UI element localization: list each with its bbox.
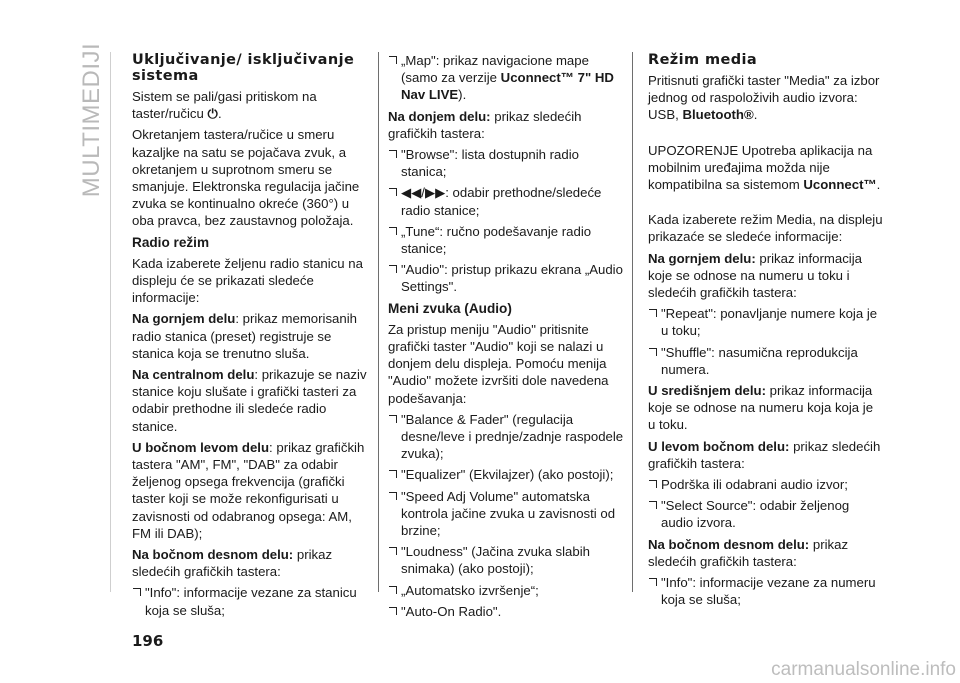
column-1 <box>132 52 368 623</box>
paragraph-media-intro: Pritisnuti grafički taster "Media" za izbor jednog od raspoloživih audio izvora: USB, Bluetooth®. <box>648 73 880 123</box>
bullet-map: „Map": prikaz navigacione mape (samo za verzije Uconnect™ 7" HD Nav LIVE). <box>388 52 624 104</box>
bullet-browse: "Browse": lista dostupnih radio stanica; <box>388 146 624 180</box>
column-2 <box>388 52 624 624</box>
bullet-seek: ◀◀/▶▶: odabir prethodne/sledeće radio stanice; <box>388 184 624 218</box>
paragraph-volume: Okretanjem tastera/ručice u smeru kazaljke na satu se pojačava zvuk, a okretanjem u suprotnom smeru se smanjuje. Elektronska regulacija jačine zvuka se kontinualno okreće (360°) u oba pravca, bez zaustavnog položaja. <box>132 127 360 229</box>
bullet-loudness: "Loudness" (Jačina zvuka slabih snimaka) (ako postoji); <box>388 543 624 577</box>
bullet-auto-on: "Auto-On Radio". <box>388 603 624 620</box>
column-divider-1 <box>378 52 379 592</box>
bullet-source-support: Podrška ili odabrani audio izvor; <box>648 476 884 493</box>
paragraph-center: Na centralnom delu: prikazuje se naziv stanice koju slušate i grafički tasteri za odabir prethodne ili sledeće radio stanice. <box>132 367 367 434</box>
bullet-media-info: "Info": informacije vezane za numeru koja se sluša; <box>648 574 884 608</box>
bullet-shuffle: "Shuffle": nasumična reprodukcija numera. <box>648 344 884 378</box>
paragraph-sound-menu: Za pristup meniju "Audio" pritisnite grafički taster "Audio" koji se nalazi u donjem delu displeja. Pomoću menija "Audio" možete izvršiti dole navedena podešavanja: <box>388 321 609 406</box>
paragraph-media-left: U levom bočnom delu: prikaz sledećih grafičkih tastera: <box>648 438 881 471</box>
heading-sound-menu: Meni zvuka (Audio) <box>388 300 512 316</box>
page-number: 196 <box>132 632 164 650</box>
spacer <box>648 128 884 142</box>
section-side-tab <box>78 42 105 198</box>
paragraph-top: Na gornjem delu: prikaz memorisanih radio stanica (preset) registruje se stanica koja se trenutno sluša. <box>132 311 357 361</box>
paragraph-media-top: Na gornjem delu: prikaz informacija koje se odnose na numeru u toku i sledećih grafičkih tastera: <box>648 250 862 301</box>
paragraph-left: U bočnom levom delu: prikaz grafičkih tastera "AM", FM", "DAB" za odabir željenog opsega frekvencija (grafički taster koji se može rekonfigurisati u zavisnosti od odabranog opsega: AM, FM ili DAB); <box>132 439 365 541</box>
column-3 <box>648 52 884 612</box>
paragraph-media-display: Kada izaberete režim Media, na displeju prikazaće se sledeće informacije: <box>648 212 883 245</box>
bullet-tune: „Tune“: ručno podešavanje radio stanice; <box>388 223 624 257</box>
bullet-auto-exec: „Automatsko izvršenje“; <box>388 582 624 599</box>
paragraph-warning: UPOZORENJE Upotreba aplikacija na mobilnim uređajima možda nije kompatibilna sa sistemom Uconnect™. <box>648 142 881 193</box>
bullet-info: "Info": informacije vezane za stanicu koja se sluša; <box>132 584 368 618</box>
bullet-balance: "Balance & Fader" (regulacija desne/leve i prednje/zadnje raspodele zvuka); <box>388 411 624 463</box>
heading-radio: Radio režim <box>132 234 210 250</box>
paragraph-media-center: U središnjem delu: prikaz informacija koje se odnose na numeru koja koja je u toku. <box>648 383 874 433</box>
spacer <box>648 197 884 211</box>
bullet-equalizer: "Equalizer" (Ekvilajzer) (ako postoji); <box>388 466 624 483</box>
paragraph-radio-intro: Kada izaberete željenu radio stanicu na displeju će se prikazati sledeće informacije: <box>132 255 363 306</box>
bullet-audio: "Audio": pristup prikazu ekrana „Audio Settings". <box>388 261 624 295</box>
paragraph-right: Na bočnom desnom delu: prikaz sledećih grafičkih tastera: <box>132 547 333 580</box>
section-side-tab-label: MULTIMEDIJI <box>78 42 105 198</box>
heading-power: Uključivanje/ isključivanje sistema <box>132 52 355 84</box>
paragraph-bottom: Na donjem delu: prikaz sledećih grafičkih tastera: <box>388 108 582 141</box>
heading-media: Režim media <box>648 52 758 68</box>
watermark: carmanualsonline.info <box>771 659 956 680</box>
bullet-select-source: "Select Source": odabir željenog audio izvora. <box>648 497 884 531</box>
paragraph-power: Sistem se pali/gasi pritiskom na taster/ručicu ⏻. <box>132 89 317 122</box>
bullet-speed-volume: "Speed Adj Volume" automatska kontrola jačine zvuka u zavisnosti od brzine; <box>388 488 624 540</box>
power-icon: ⏻ <box>207 106 218 122</box>
bullet-repeat: "Repeat": ponavljanje numere koja je u toku; <box>648 305 884 339</box>
side-divider <box>110 52 111 592</box>
paragraph-media-right: Na bočnom desnom delu: prikaz sledećih grafičkih tastera: <box>648 536 849 569</box>
column-divider-2 <box>632 52 633 592</box>
